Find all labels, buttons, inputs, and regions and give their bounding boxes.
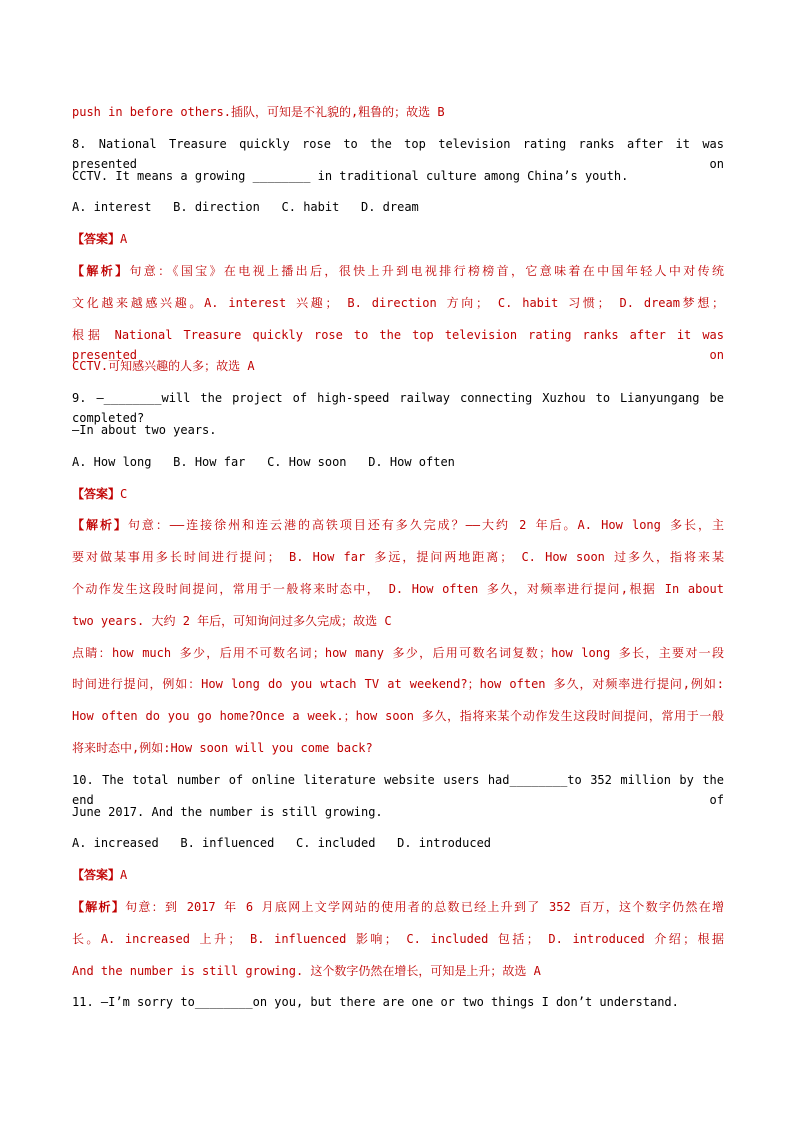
text-segment: CCTV.可知感兴趣的人多；故选 A <box>72 359 255 373</box>
text-segment: A. How long B. How far C. How soon D. How often <box>72 455 455 469</box>
text-line <box>72 388 724 425</box>
text-line <box>72 865 724 885</box>
text-segment: A. increased B. influenced C. included D. introduced <box>72 836 492 850</box>
text-line <box>72 547 724 567</box>
text-line <box>72 515 724 535</box>
section-tag: 【解析】 <box>72 900 126 914</box>
text-segment: 句意：《国宝》在电视上播出后，很快上升到电视排行榜榜首，它意味着在中国年轻人中对传统 <box>129 264 724 278</box>
section-tag: 【解析】 <box>72 264 130 278</box>
text-line <box>72 833 724 853</box>
text-segment: 句意：到 2017 年 6 月底网上文学网站的使用者的总数已经上升到了 352 百万，这个数字仍然在增 <box>125 900 724 914</box>
text-line <box>72 420 724 440</box>
section-tag: 【解析】 <box>72 518 128 532</box>
text-segment: CCTV. It means a growing ________ in traditional culture among China’s youth. <box>72 169 629 183</box>
text-segment: 文化越来越感兴趣。A. interest 兴趣； B. direction 方向； C. habit 习惯； D. dream梦想； <box>72 296 725 310</box>
text-segment: 时间进行提问，例如：How long do you wtach TV at weekend?；how often 多久，对频率进行提问,例如: <box>72 677 724 691</box>
section-tag: 【答案】 <box>72 868 121 882</box>
text-segment: A. interest B. direction C. habit D. dream <box>72 200 419 214</box>
text-line <box>72 452 724 472</box>
text-line <box>72 643 724 663</box>
text-line <box>72 356 724 376</box>
text-segment: 要对做某事用多长时间进行提问； B. How far 多远，提问两地距离； C. How soon 过多久，指将来某 <box>72 550 724 564</box>
text-segment: C <box>120 487 128 501</box>
text-line <box>72 770 724 807</box>
text-segment: 根据 National Treasure quickly rose to the top television rating ranks after it was presented on <box>72 328 724 362</box>
text-line <box>72 579 724 599</box>
text-line <box>72 611 724 631</box>
text-line <box>72 293 724 313</box>
text-line <box>72 197 724 217</box>
text-segment: —In about two years. <box>72 423 217 437</box>
text-segment: 个动作发生这段时间提问，常用于一般将来时态中， D. How often 多久，对频率进行提问,根据 In about <box>72 582 724 596</box>
text-segment: 11. —I’m sorry to________on you, but there are one or two things I don’t understand. <box>72 995 679 1009</box>
text-segment: June 2017. And the number is still growing. <box>72 805 383 819</box>
section-tag: 【答案】 <box>72 232 121 246</box>
text-line <box>72 802 724 822</box>
text-segment: How often do you go home?Once a week.；how soon 多久，指将来某个动作发生这段时间提问，常用于一般 <box>72 709 724 723</box>
text-line <box>72 102 724 122</box>
text-line <box>72 929 724 949</box>
text-segment: push in before others.插队，可知是不礼貌的,粗鲁的；故选 B <box>72 105 445 119</box>
section-tag: 【答案】 <box>72 487 121 501</box>
text-line <box>72 229 724 249</box>
text-segment: 长。A. increased 上升； B. influenced 影响； C. included 包括； D. introduced 介绍；根据 <box>72 932 724 946</box>
text-segment: two years. 大约 2 年后，可知询问过多久完成；故选 C <box>72 614 392 628</box>
text-segment: 将来时态中,例如:How soon will you come back? <box>72 741 373 755</box>
text-line <box>72 738 724 758</box>
text-line <box>72 706 724 726</box>
text-line <box>72 897 724 917</box>
text-segment: 10. The total number of online literature website users had________to 352 million by the end of <box>72 773 724 807</box>
text-segment: 8. National Treasure quickly rose to the top television rating ranks after it was presented on <box>72 137 724 171</box>
text-segment: 9. —________will the project of high-speed railway connecting Xuzhou to Lianyungang be completed? <box>72 391 724 425</box>
text-segment: 句意：——连接徐州和连云港的高铁项目还有多久完成？——大约 2 年后。A. How long 多长，主 <box>127 518 724 532</box>
text-line <box>72 992 724 1012</box>
text-line <box>72 674 724 694</box>
text-segment: A <box>120 868 128 882</box>
text-segment: And the number is still growing. 这个数字仍然在增长，可知是上升；故选 A <box>72 964 541 978</box>
text-line <box>72 961 724 981</box>
text-line <box>72 484 724 504</box>
text-segment: A <box>120 232 128 246</box>
text-line <box>72 166 724 186</box>
text-segment: 点睛：how much 多少，后用不可数名词；how many 多少，后用可数名词复数；how long 多长，主要对一段 <box>72 646 724 660</box>
text-line <box>72 261 724 281</box>
text-line <box>72 134 724 171</box>
text-line <box>72 325 724 362</box>
